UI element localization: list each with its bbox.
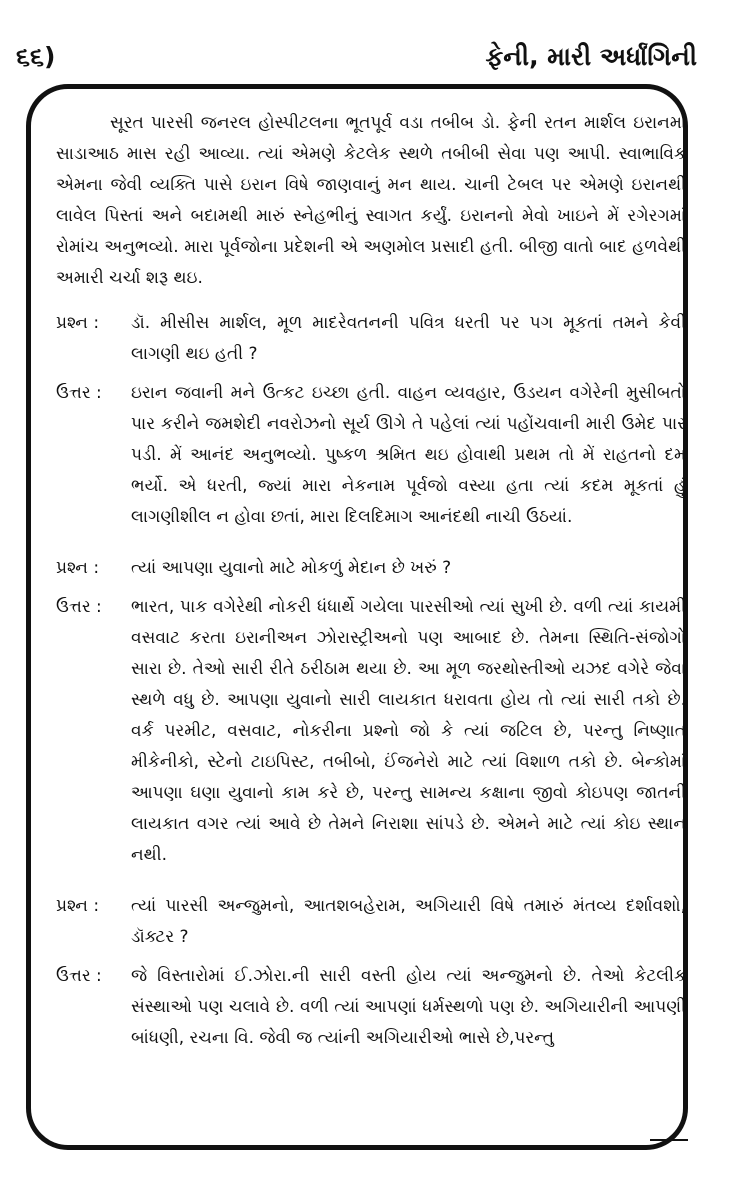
question-2 [56,553,686,584]
intro-paragraph: સૂરત પારસી જનરલ હોસ્પીટલના ભૂતપૂર્વ વડા તબીબ ડો. ફેની રતન માર્શલ ઇરાનમાં સાડાઆઠ માસ રહી આવ્યા. ત્યાં એમણે કેટલેક સ્થળે તબીબી સેવા પણ આપી. સ્વાભાવિક એમના જેવી વ્યક્તિ પાસે ઇરાન વિષે જાણવાનું મન થાય. ચાની ટેબલ પર એમણે ઇરાનથી લાવેલ પિસ્તાં અને બદામથી મારું સ્નેહભીનું સ્વાગત કર્યું. ઇરાનનો મેવો ખાઇને મેં રગેરગમાં રોમાંચ અનુભવ્યો. મારા પૂર્વજોના પ્રદેશની એ અણમોલ પ્રસાદી હતી. બીજી વાતો બાદ હળવેથી અમારી ચર્ચા શરૂ થઇ. [56,113,686,288]
page-header [0,0,739,82]
answer-1 [56,378,686,533]
page-number: ૬૬) [16,42,56,71]
question-text: ત્યાં પારસી અન્જુમનો, આતશબહેરામ, અગિયારી વિષે તમારું મંતવ્ય દર્શાવશો, ડૉક્ટર ? [131,896,686,947]
answer-label: ઉત્તર : [56,966,102,986]
question-3 [56,891,686,953]
question-1 [56,308,686,370]
book-title: ફેની, મારી અર્ધાંગિની [485,42,697,71]
question-label: પ્રશ્ન : [56,558,100,578]
answer-label: ઉત્તર : [56,597,102,617]
answer-2 [56,592,686,871]
question-label: પ્રશ્ન : [56,896,100,916]
answer-label: ઉત્તર : [56,383,102,403]
answer-text: ભારત, પાક વગેરેથી નોકરી ધંધાર્થે ગયેલા પારસીઓ ત્યાં સુખી છે. વળી ત્યાં કાયમી વસવાટ કરતા ઇરાનીઅન ઝોરાસ્ટ્રીઅનો પણ આબાદ છે. તેમના સ્થિતિ-સંજોગો સારા છે. તેઓ સારી રીતે ઠરીઠામ થયા છે. આ મૂળ જરથોસ્તીઓ યઝદ વગેરે જેવા સ્થળે વધુ છે. આપણા યુવાનો સારી લાયકાત ધરાવતા હોય તો ત્યાં સારી તકો છે. વર્ક પરમીટ, વસવાટ, નોકરીના પ્રશ્નો જો કે ત્યાં જટિલ છે, પરન્તુ નિષ્ણાત મીકેનીકો, સ્ટેનો ટાઇપિસ્ટ, તબીબો, ઈંજનેરો માટે ત્યાં વિશાળ તકો છે. બેન્કોમાં આપણા ઘણા યુવાનો કામ કરે છે, પરન્તુ સામન્ય કક્ષાના જીવો કોઇપણ જાતની લાયકાત વગર ત્યાં આવે છે તેમને નિરાશા સાંપડે છે. એમને માટે ત્યાં કોઇ સ્થાન નથી. [131,597,686,865]
frame-underline [650,1139,688,1141]
page-body [56,108,686,1054]
answer-3 [56,961,686,1054]
question-label: પ્રશ્ન : [56,313,100,333]
answer-text: જે વિસ્તારોમાં ઈ.ઝોરા.ની સારી વસ્તી હોય ત્યાં અન્જુમનો છે. તેઓ કેટલીક સંસ્થાઓ પણ ચલાવે છે. વળી ત્યાં આપણાં ધર્મસ્થળો પણ છે. અગિયારીની આપણી બાંધણી, રચના વિ. જેવી જ ત્યાંની અગિયારીઓ ભાસે છે,પરન્તુ [131,966,686,1048]
question-text: ડૉ. મીસીસ માર્શલ, મૂળ માદરેવતનની પવિત્ર ધરતી પર પગ મૂકતાં તમને કેવી લાગણી થઇ હતી ? [131,313,686,364]
answer-text: ઇરાન જવાની મને ઉત્કટ ઇચ્છા હતી. વાહન વ્યવહાર, ઉડયન વગેરેની મુસીબતો પાર કરીને જમશેદી નવરોઝનો સૂર્ય ઊગે તે પહેલાં ત્યાં પહોંચવાની મારી ઉમેદ પાર પડી. મેં આનંદ અનુભવ્યો. પુષ્કળ શ્રમિત થઇ હોવાથી પ્રથમ તો મેં રાહતનો દમ ભર્યો. એ ધરતી, જ્યાં મારા નેકનામ પૂર્વજો વસ્યા હતા ત્યાં કદમ મૂકતાં હું લાગણીશીલ ન હોવા છતાં, મારા દિલદિમાગ આનંદથી નાચી ઉઠયાં. [131,383,686,527]
question-text: ત્યાં આપણા યુવાનો માટે મોકળું મેદાન છે ખરું ? [131,558,452,578]
